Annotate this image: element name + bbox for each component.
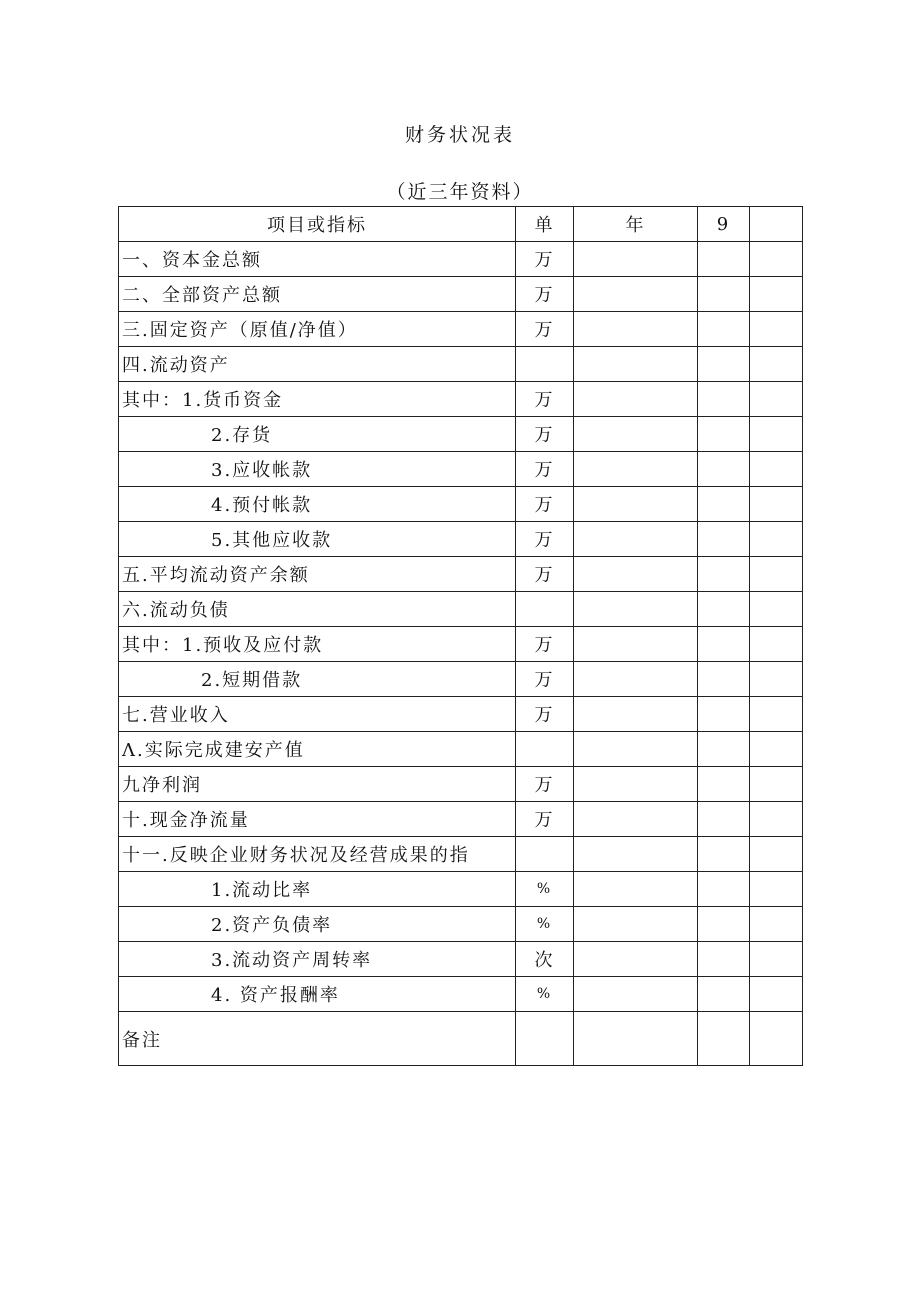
table-row: [119, 522, 803, 557]
row-value-cell: [574, 872, 698, 907]
row-item-label: 其中：1.货币资金: [119, 382, 516, 417]
row-value-cell: [750, 627, 803, 662]
row-unit: 万: [516, 697, 574, 732]
row-unit: 万: [516, 487, 574, 522]
row-unit: [516, 732, 574, 767]
row-item-label: 十.现金净流量: [119, 802, 516, 837]
row-unit: 万: [516, 627, 574, 662]
table-row: [119, 277, 803, 312]
row-value-cell: [698, 312, 750, 347]
table-row: [119, 872, 803, 907]
table-row: [119, 312, 803, 347]
row-value-cell: [698, 347, 750, 382]
row-item-label: 3.流动资产周转率: [119, 942, 516, 977]
table-row: [119, 977, 803, 1012]
row-unit: %: [516, 872, 574, 907]
table-row: [119, 907, 803, 942]
row-item-label: 十一.反映企业财务状况及经营成果的指: [119, 837, 516, 872]
row-value-cell: [698, 242, 750, 277]
row-value-cell: [574, 557, 698, 592]
table-row: [119, 592, 803, 627]
row-value-cell: [750, 417, 803, 452]
row-value-cell: [750, 697, 803, 732]
row-item-label: 2.资产负债率: [119, 907, 516, 942]
row-value-cell: [750, 382, 803, 417]
row-value-cell: [698, 977, 750, 1012]
row-item-label: 4. 资产报酬率: [119, 977, 516, 1012]
row-value-cell: [574, 522, 698, 557]
row-value-cell: [574, 347, 698, 382]
header-col-4: 9: [698, 207, 750, 242]
row-unit: 次: [516, 942, 574, 977]
row-value-cell: [574, 767, 698, 802]
table-row: [119, 242, 803, 277]
table-row: [119, 487, 803, 522]
row-value-cell: [574, 977, 698, 1012]
remark-label: 备注: [119, 1012, 516, 1066]
row-unit: 万: [516, 802, 574, 837]
row-value-cell: [698, 907, 750, 942]
row-value-cell: [750, 662, 803, 697]
header-col-5: [750, 207, 803, 242]
table-row: [119, 662, 803, 697]
remark-value-cell: [574, 1012, 698, 1066]
table-row: [119, 627, 803, 662]
row-value-cell: [750, 942, 803, 977]
row-unit: 万: [516, 767, 574, 802]
row-item-label: 五.平均流动资产余额: [119, 557, 516, 592]
remark-value-cell: [750, 1012, 803, 1066]
row-unit: [516, 347, 574, 382]
row-unit: %: [516, 977, 574, 1012]
row-item-label: 1.流动比率: [119, 872, 516, 907]
header-unit: 单: [516, 207, 574, 242]
row-value-cell: [574, 837, 698, 872]
row-value-cell: [574, 732, 698, 767]
row-value-cell: [574, 312, 698, 347]
row-value-cell: [750, 872, 803, 907]
row-value-cell: [574, 382, 698, 417]
row-item-label: 七.营业收入: [119, 697, 516, 732]
row-item-label: 二、全部资产总额: [119, 277, 516, 312]
row-value-cell: [698, 452, 750, 487]
row-value-cell: [574, 662, 698, 697]
table-row: [119, 347, 803, 382]
row-value-cell: [698, 382, 750, 417]
row-value-cell: [574, 627, 698, 662]
row-value-cell: [698, 662, 750, 697]
row-value-cell: [750, 347, 803, 382]
row-unit: 万: [516, 522, 574, 557]
row-value-cell: [574, 417, 698, 452]
row-value-cell: [574, 242, 698, 277]
row-value-cell: [750, 277, 803, 312]
row-value-cell: [698, 942, 750, 977]
financial-status-table: [118, 206, 803, 1066]
row-item-label: 九净利润: [119, 767, 516, 802]
row-item-label: 4.预付帐款: [119, 487, 516, 522]
row-unit: 万: [516, 277, 574, 312]
row-unit: 万: [516, 452, 574, 487]
row-item-label: 四.流动资产: [119, 347, 516, 382]
row-value-cell: [750, 487, 803, 522]
row-value-cell: [698, 627, 750, 662]
table-row: [119, 697, 803, 732]
row-value-cell: [750, 557, 803, 592]
row-value-cell: [698, 277, 750, 312]
row-value-cell: [698, 802, 750, 837]
row-value-cell: [574, 802, 698, 837]
row-value-cell: [750, 767, 803, 802]
row-value-cell: [574, 907, 698, 942]
row-value-cell: [574, 942, 698, 977]
page-subtitle: （近三年资料）: [386, 181, 534, 203]
row-unit: [516, 592, 574, 627]
row-value-cell: [698, 872, 750, 907]
row-item-label: 3.应收帐款: [119, 452, 516, 487]
row-value-cell: [750, 452, 803, 487]
table-row: [119, 942, 803, 977]
row-value-cell: [574, 452, 698, 487]
row-unit: %: [516, 907, 574, 942]
table-row: [119, 382, 803, 417]
row-value-cell: [574, 592, 698, 627]
row-unit: 万: [516, 417, 574, 452]
row-value-cell: [750, 592, 803, 627]
row-value-cell: [750, 732, 803, 767]
row-value-cell: [698, 837, 750, 872]
row-value-cell: [750, 907, 803, 942]
row-value-cell: [698, 592, 750, 627]
table-header-row: [119, 207, 803, 242]
row-unit: 万: [516, 557, 574, 592]
table-row: [119, 557, 803, 592]
table-row: [119, 417, 803, 452]
table-row: [119, 732, 803, 767]
row-value-cell: [698, 557, 750, 592]
row-item-label: 六.流动负债: [119, 592, 516, 627]
row-value-cell: [698, 767, 750, 802]
page-title: 财务状况表: [404, 124, 515, 146]
row-item-label: 5.其他应收款: [119, 522, 516, 557]
row-unit: 万: [516, 242, 574, 277]
row-unit: 万: [516, 662, 574, 697]
row-value-cell: [750, 802, 803, 837]
header-year: 年: [574, 207, 698, 242]
row-value-cell: [698, 732, 750, 767]
row-value-cell: [574, 487, 698, 522]
row-item-label: 一、资本金总额: [119, 242, 516, 277]
remark-value-cell: [516, 1012, 574, 1066]
remark-row: [119, 1012, 803, 1066]
header-item: 项目或指标: [119, 207, 516, 242]
row-value-cell: [750, 312, 803, 347]
row-item-label: 2.短期借款: [119, 662, 516, 697]
row-unit: 万: [516, 382, 574, 417]
remark-value-cell: [698, 1012, 750, 1066]
row-item-label: 2.存货: [119, 417, 516, 452]
row-item-label: 三.固定资产（原值/净值）: [119, 312, 516, 347]
row-value-cell: [750, 837, 803, 872]
row-item-label: 其中：1.预收及应付款: [119, 627, 516, 662]
row-item-label: Λ.实际完成建安产值: [119, 732, 516, 767]
row-value-cell: [574, 277, 698, 312]
row-unit: 万: [516, 312, 574, 347]
table-row: [119, 802, 803, 837]
table-row: [119, 767, 803, 802]
row-unit: [516, 837, 574, 872]
table-row: [119, 837, 803, 872]
row-value-cell: [698, 697, 750, 732]
table-row: [119, 452, 803, 487]
row-value-cell: [750, 522, 803, 557]
row-value-cell: [698, 417, 750, 452]
row-value-cell: [574, 697, 698, 732]
row-value-cell: [698, 522, 750, 557]
row-value-cell: [698, 487, 750, 522]
row-value-cell: [750, 242, 803, 277]
row-value-cell: [750, 977, 803, 1012]
